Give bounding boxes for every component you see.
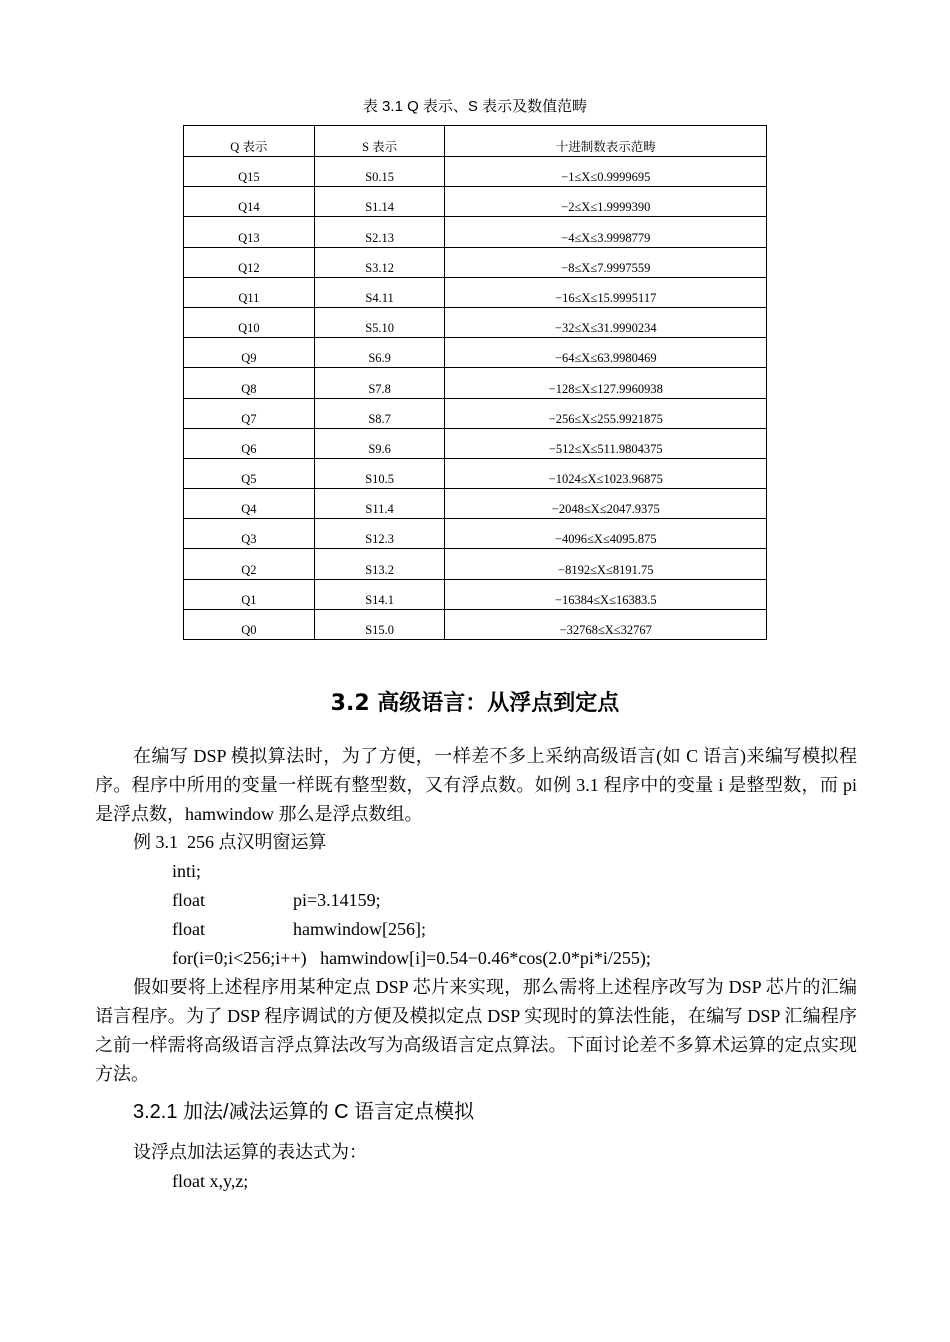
table-header-row [184,126,767,157]
code-line-3-body: hamwindow[256]; [293,919,426,939]
s-cell: S12.3 [314,519,445,549]
q-cell: Q4 [184,489,315,519]
s-cell: S1.14 [314,187,445,217]
range-cell: −256≤X≤255.9921875 [445,398,767,428]
table-row [184,458,767,488]
q-cell: Q5 [184,458,315,488]
paragraph-float-add: 设浮点加法运算的表达式为： [133,1142,367,1162]
range-cell: −32768≤X≤32767 [445,609,767,639]
s-cell: S15.0 [314,609,445,639]
s-cell: S10.5 [314,458,445,488]
column-header-q: Q 表示 [184,126,315,157]
s-cell: S5.10 [314,307,445,337]
q-cell: Q9 [184,338,315,368]
table-row [184,368,767,398]
q-cell: Q6 [184,428,315,458]
q-cell: Q7 [184,398,315,428]
q-cell: Q13 [184,217,315,247]
range-cell: −2048≤X≤2047.9375 [445,489,767,519]
table-row [184,549,767,579]
range-cell: −8192≤X≤8191.75 [445,549,767,579]
code-line-2-body: pi=3.14159; [293,890,381,910]
range-cell: −2≤X≤1.9999390 [445,187,767,217]
range-cell: −512≤X≤511.9804375 [445,428,767,458]
table-caption: 表 3.1 Q 表示、S 表示及数值范畴 [362,98,588,115]
q-cell: Q3 [184,519,315,549]
table-row [184,217,767,247]
paragraph-porting: 假如要将上述程序用某种定点 DSP 芯片来实现，那么需将上述程序改写为 DSP 芯片的汇编语言程序。为了 DSP 程序调试的方便及模拟定点 DSP 实现时的算法性能，在编写 DSP 汇编程序之前一样需将高级语言浮点算法改写为高级语言定点算法。下面讨论差不多算术运算的定点实现方法。 [95,977,857,1084]
q-cell: Q0 [184,609,315,639]
range-cell: −1024≤X≤1023.96875 [445,458,767,488]
s-cell: S6.9 [314,338,445,368]
s-cell: S4.11 [314,277,445,307]
range-cell: −16384≤X≤16383.5 [445,579,767,609]
code-declaration: float x,y,z; [172,1171,249,1191]
s-cell: S8.7 [314,398,445,428]
example-label: 例 3.1 256 点汉明窗运算 [133,832,327,852]
range-cell: −16≤X≤15.9995117 [445,277,767,307]
table-row [184,579,767,609]
s-cell: S2.13 [314,217,445,247]
table-row [184,428,767,458]
range-cell: −64≤X≤63.9980469 [445,338,767,368]
table-row [184,519,767,549]
s-cell: S0.15 [314,157,445,187]
table-row [184,187,767,217]
s-cell: S7.8 [314,368,445,398]
q-cell: Q14 [184,187,315,217]
column-header-range: 十进制数表示范畴 [445,126,767,157]
code-line-2-keyword: float [172,890,205,910]
range-cell: −4≤X≤3.9998779 [445,217,767,247]
s-cell: S11.4 [314,489,445,519]
q-cell: Q15 [184,157,315,187]
range-cell: −4096≤X≤4095.875 [445,519,767,549]
table-row [184,307,767,337]
table-row [184,338,767,368]
code-line-1: inti; [172,861,202,881]
table-row [184,157,767,187]
subsection-title: 3.2.1 加法/减法运算的 C 语言定点模拟 [133,1101,475,1123]
paragraph-intro: 在编写 DSP 模拟算法时，为了方便，一样差不多上采纳高级语言(如 C 语言)来编写模拟程序。程序中所用的变量一样既有整型数，又有浮点数。如例 3.1 程序中的变量 i 是整型数，而 pi 是浮点数，hamwindow 那么是浮点数组。 [95,746,857,824]
table-row [184,609,767,639]
q-cell: Q1 [184,579,315,609]
range-cell: −1≤X≤0.9999695 [445,157,767,187]
range-cell: −8≤X≤7.9997559 [445,247,767,277]
section-title: 3.2 高级语言：从浮点到定点 [330,691,620,716]
table-row [184,489,767,519]
q-cell: Q11 [184,277,315,307]
code-line-4: for(i=0;i<256;i++) hamwindow[i]=0.54−0.46*cos(2.0*pi*i/255); [172,948,651,968]
q-format-table [183,125,767,640]
range-cell: −128≤X≤127.9960938 [445,368,767,398]
table-row [184,247,767,277]
code-line-3-keyword: float [172,919,205,939]
range-cell: −32≤X≤31.9990234 [445,307,767,337]
s-cell: S9.6 [314,428,445,458]
q-cell: Q10 [184,307,315,337]
column-header-s: S 表示 [314,126,445,157]
table-row [184,398,767,428]
s-cell: S14.1 [314,579,445,609]
q-cell: Q2 [184,549,315,579]
s-cell: S3.12 [314,247,445,277]
q-cell: Q12 [184,247,315,277]
s-cell: S13.2 [314,549,445,579]
q-cell: Q8 [184,368,315,398]
table-row [184,277,767,307]
